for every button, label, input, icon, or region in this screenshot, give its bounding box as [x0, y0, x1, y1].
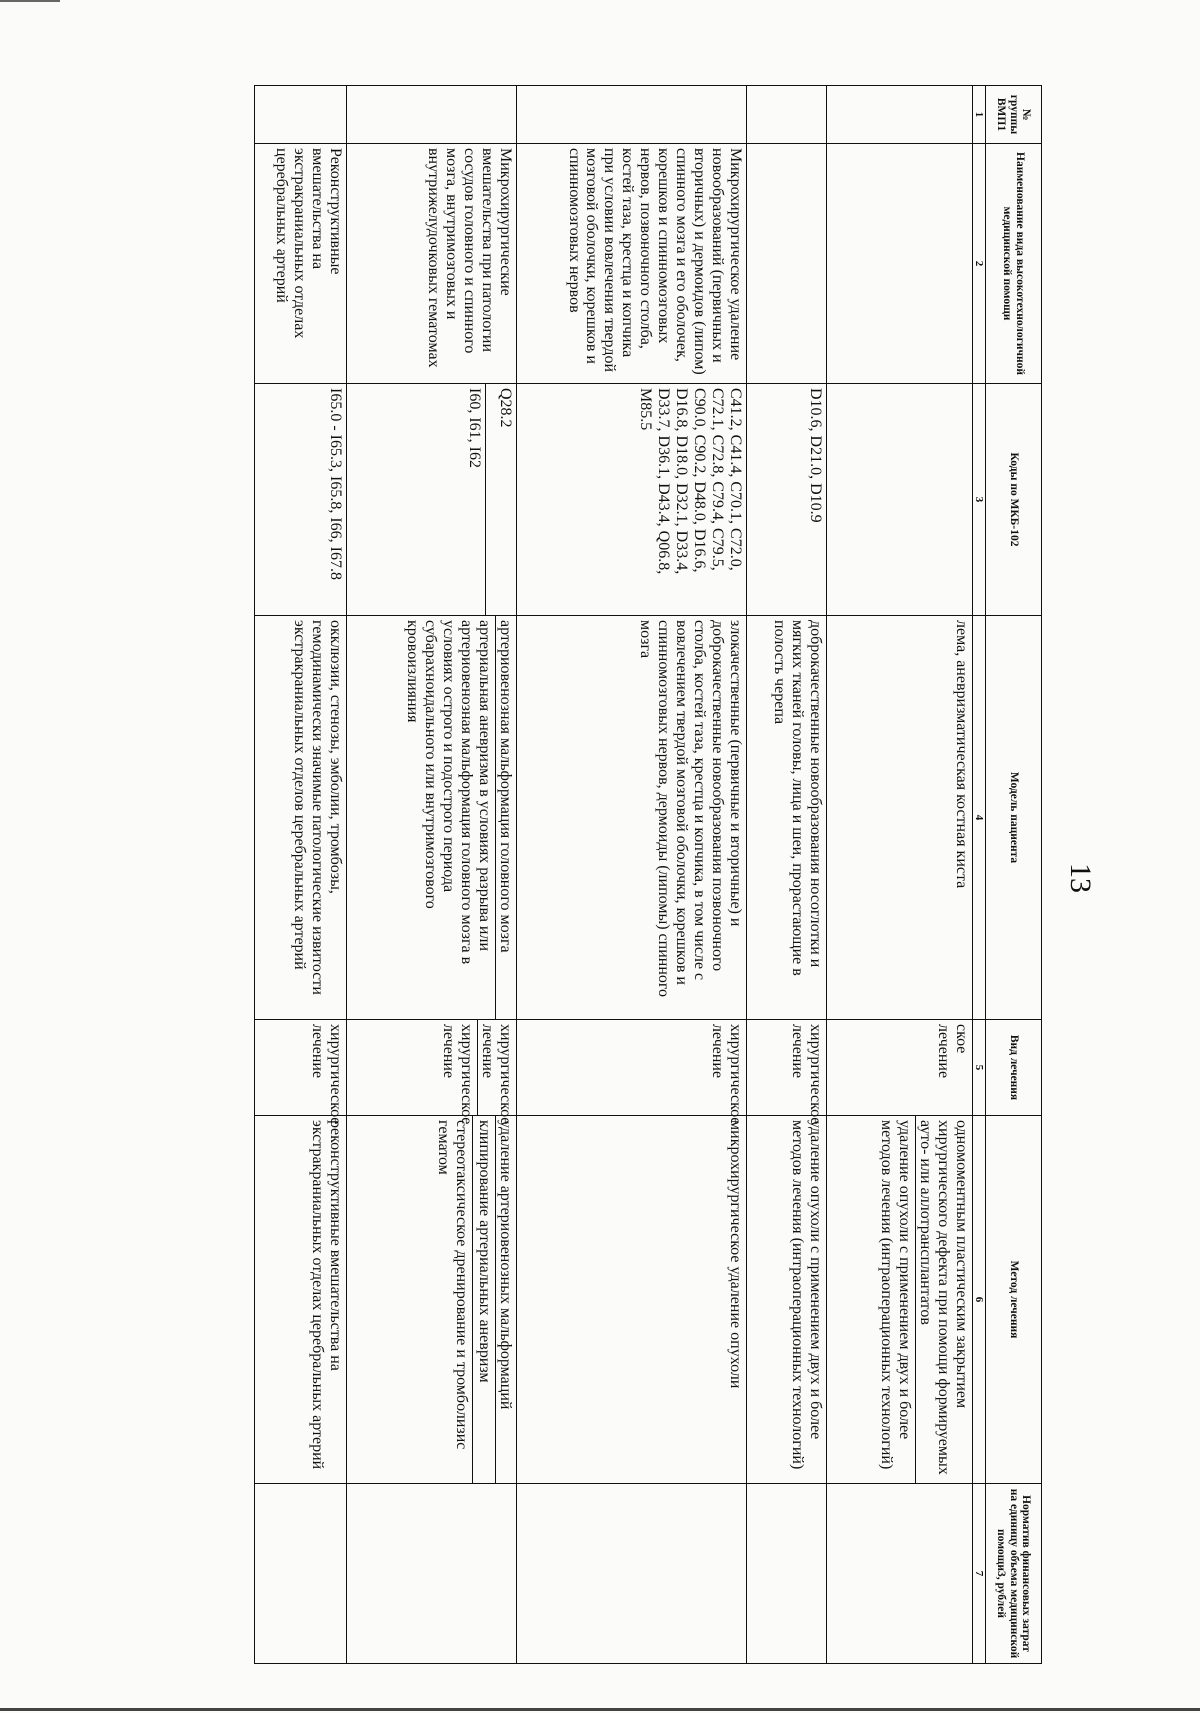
method-text: клипирование артериальных аневризм: [473, 1116, 496, 1483]
icd-codes-cell: [826, 384, 972, 616]
norm-cell: [346, 1484, 516, 1664]
page-number: 13: [1064, 863, 1097, 893]
method-text: удаление опухоли с применением двух и более методов лечения (интраоперационных технологий): [875, 1116, 916, 1483]
scan-bottom-edge: [0, 1708, 1200, 1711]
treatment-method-cell: [826, 1116, 972, 1484]
norm-cell: [746, 1484, 826, 1664]
group-cell: [346, 86, 516, 144]
treatment-method-cell: удаление опухоли с применением двух и более методов лечения (интраоперационных технологий): [746, 1116, 826, 1484]
icd-codes-cell: D10.6, D21.0, D10.9: [746, 384, 826, 616]
group-cell: [516, 86, 746, 144]
icd-codes-text: Q28.2: [496, 388, 514, 428]
treatment-method-cell: микрохирургическое удаление опухоли: [516, 1116, 746, 1484]
patient-model-cell: окклюзии, стенозы, эмболии, тромбозы, гемодинамически значимые патологические извитости экстракраниальных отделов церебральных артерий: [254, 616, 346, 1020]
treatment-type-cell: ское лечение: [826, 1020, 972, 1116]
table-row: [826, 86, 972, 1664]
rotated-page-content: [112, 85, 1042, 1663]
header-financial-norm: Норматив финансовых затрат на единицу объема медицинской помощи3, рублей: [986, 1484, 1042, 1664]
column-number: 2: [972, 144, 985, 384]
vmp-table: [254, 85, 1042, 1664]
treatment-type-cell: хирургическое лечение: [254, 1020, 346, 1116]
patient-model-cell: лема, аневризматическая костная киста: [826, 616, 972, 1020]
treatment-type-text: хирургическое лечение: [437, 1020, 478, 1115]
scan-edge-mark: [0, 0, 60, 6]
method-text: стереотаксическое дренирование и тромболизис гематом: [432, 1116, 473, 1483]
patient-model-cell: [346, 616, 516, 1020]
vmp-name-cell: Микрохирургическое удаление новообразований (первичных и вторичных) и дермоидов (липом) спинного мозга и его оболочек, корешков и спинномозговых нервов, позвоночного столба, костей таза, крестца и копчика при условии вовлечения твердой мозговой оболочки, корешков и спинномозговых нервов: [516, 144, 746, 384]
norm-cell: [826, 1484, 972, 1664]
table-row: [746, 86, 826, 1664]
vmp-name-cell: [826, 144, 972, 384]
table-row: [346, 86, 516, 1664]
icd-codes-cell: I65.0 - I65.3, I65.8, I66, I67.8: [254, 384, 346, 616]
norm-cell: [516, 1484, 746, 1664]
column-number: 4: [972, 616, 985, 1020]
vmp-name-cell: [746, 144, 826, 384]
header-patient-model: Модель пациента: [986, 616, 1042, 1020]
vmp-name-cell: Реконструктивные вмешательства на экстракраниальных отделах церебральных артерий: [254, 144, 346, 384]
column-number: 5: [972, 1020, 985, 1116]
column-number: 6: [972, 1116, 985, 1484]
method-text: одномоментным пластическим закрытием хирургического дефекта при помощи формируемых ауто- или аллотрансплантатов: [916, 1120, 970, 1475]
table-row: [254, 86, 346, 1664]
header-treatment-type: Вид лечения: [986, 1020, 1042, 1116]
column-number: 3: [972, 384, 985, 616]
icd-codes-cell: [346, 384, 516, 616]
treatment-type-text: хирургическое лечение: [478, 1024, 514, 1125]
patient-model-text: артериальная аневризма в условиях разрыва или артериовенозная мальформация головного мозга в условиях острого и подострого периода субарахноидального или внутримозгового кровоизлияния: [401, 616, 496, 1019]
group-cell: [254, 86, 346, 144]
patient-model-cell: доброкачественные новообразования носоглотки и мягких тканей головы, лица и шеи, прорастающие в полость черепа: [746, 616, 826, 1020]
header-icd-codes: Коды по МКБ-102: [986, 384, 1042, 616]
header-vmp-name: Наименование вида высокотехнологичной медицинской помощи: [986, 144, 1042, 384]
treatment-method-cell: реконструктивные вмешательства на экстракраниальных отделах церебральных артерий: [254, 1116, 346, 1484]
column-number: 1: [972, 86, 985, 144]
header-treatment-method: Метод лечения: [986, 1116, 1042, 1484]
table-row: [516, 86, 746, 1664]
method-text: удаление артериовенозных мальформаций: [496, 1120, 514, 1410]
patient-model-cell: злокачественные (первичные и вторичные) и доброкачественные новообразования позвоночного столба, костей таза, крестца и копчика, в том числе с вовлечением твердой мозговой оболочки, корешков и спинномозговых нервов, дермоиды (липомы) спинного мозга: [516, 616, 746, 1020]
column-number: 7: [972, 1484, 985, 1664]
group-cell: [746, 86, 826, 144]
header-group-number: № группы ВМП1: [986, 86, 1042, 144]
vmp-name-cell: Микрохирургические вмешательства при патологии сосудов головного и спинного мозга, внутримозговых и внутрижелудочковых гематомах: [346, 144, 516, 384]
group-cell: [826, 86, 972, 144]
norm-cell: [254, 1484, 346, 1664]
treatment-type-cell: [346, 1020, 516, 1125]
icd-codes-text: I60, I61, I62: [463, 384, 486, 615]
icd-codes-cell: C41.2, C41.4, C70.1, C72.0, C72.1, C72.8, C79.4, C79.5, C90.0, C90.2, D48.0, D16.6, D16.8, D18.0, D32.1, D33.4, D33.7, D36.1, D43.4, Q06.8, M85.5: [516, 384, 746, 616]
patient-model-text: артериовенозная мальформация головного мозга: [496, 620, 514, 953]
treatment-type-cell: хирургическое лечение: [516, 1020, 746, 1116]
treatment-type-cell: хирургическое лечение: [746, 1020, 826, 1116]
treatment-method-cell: [346, 1116, 516, 1484]
